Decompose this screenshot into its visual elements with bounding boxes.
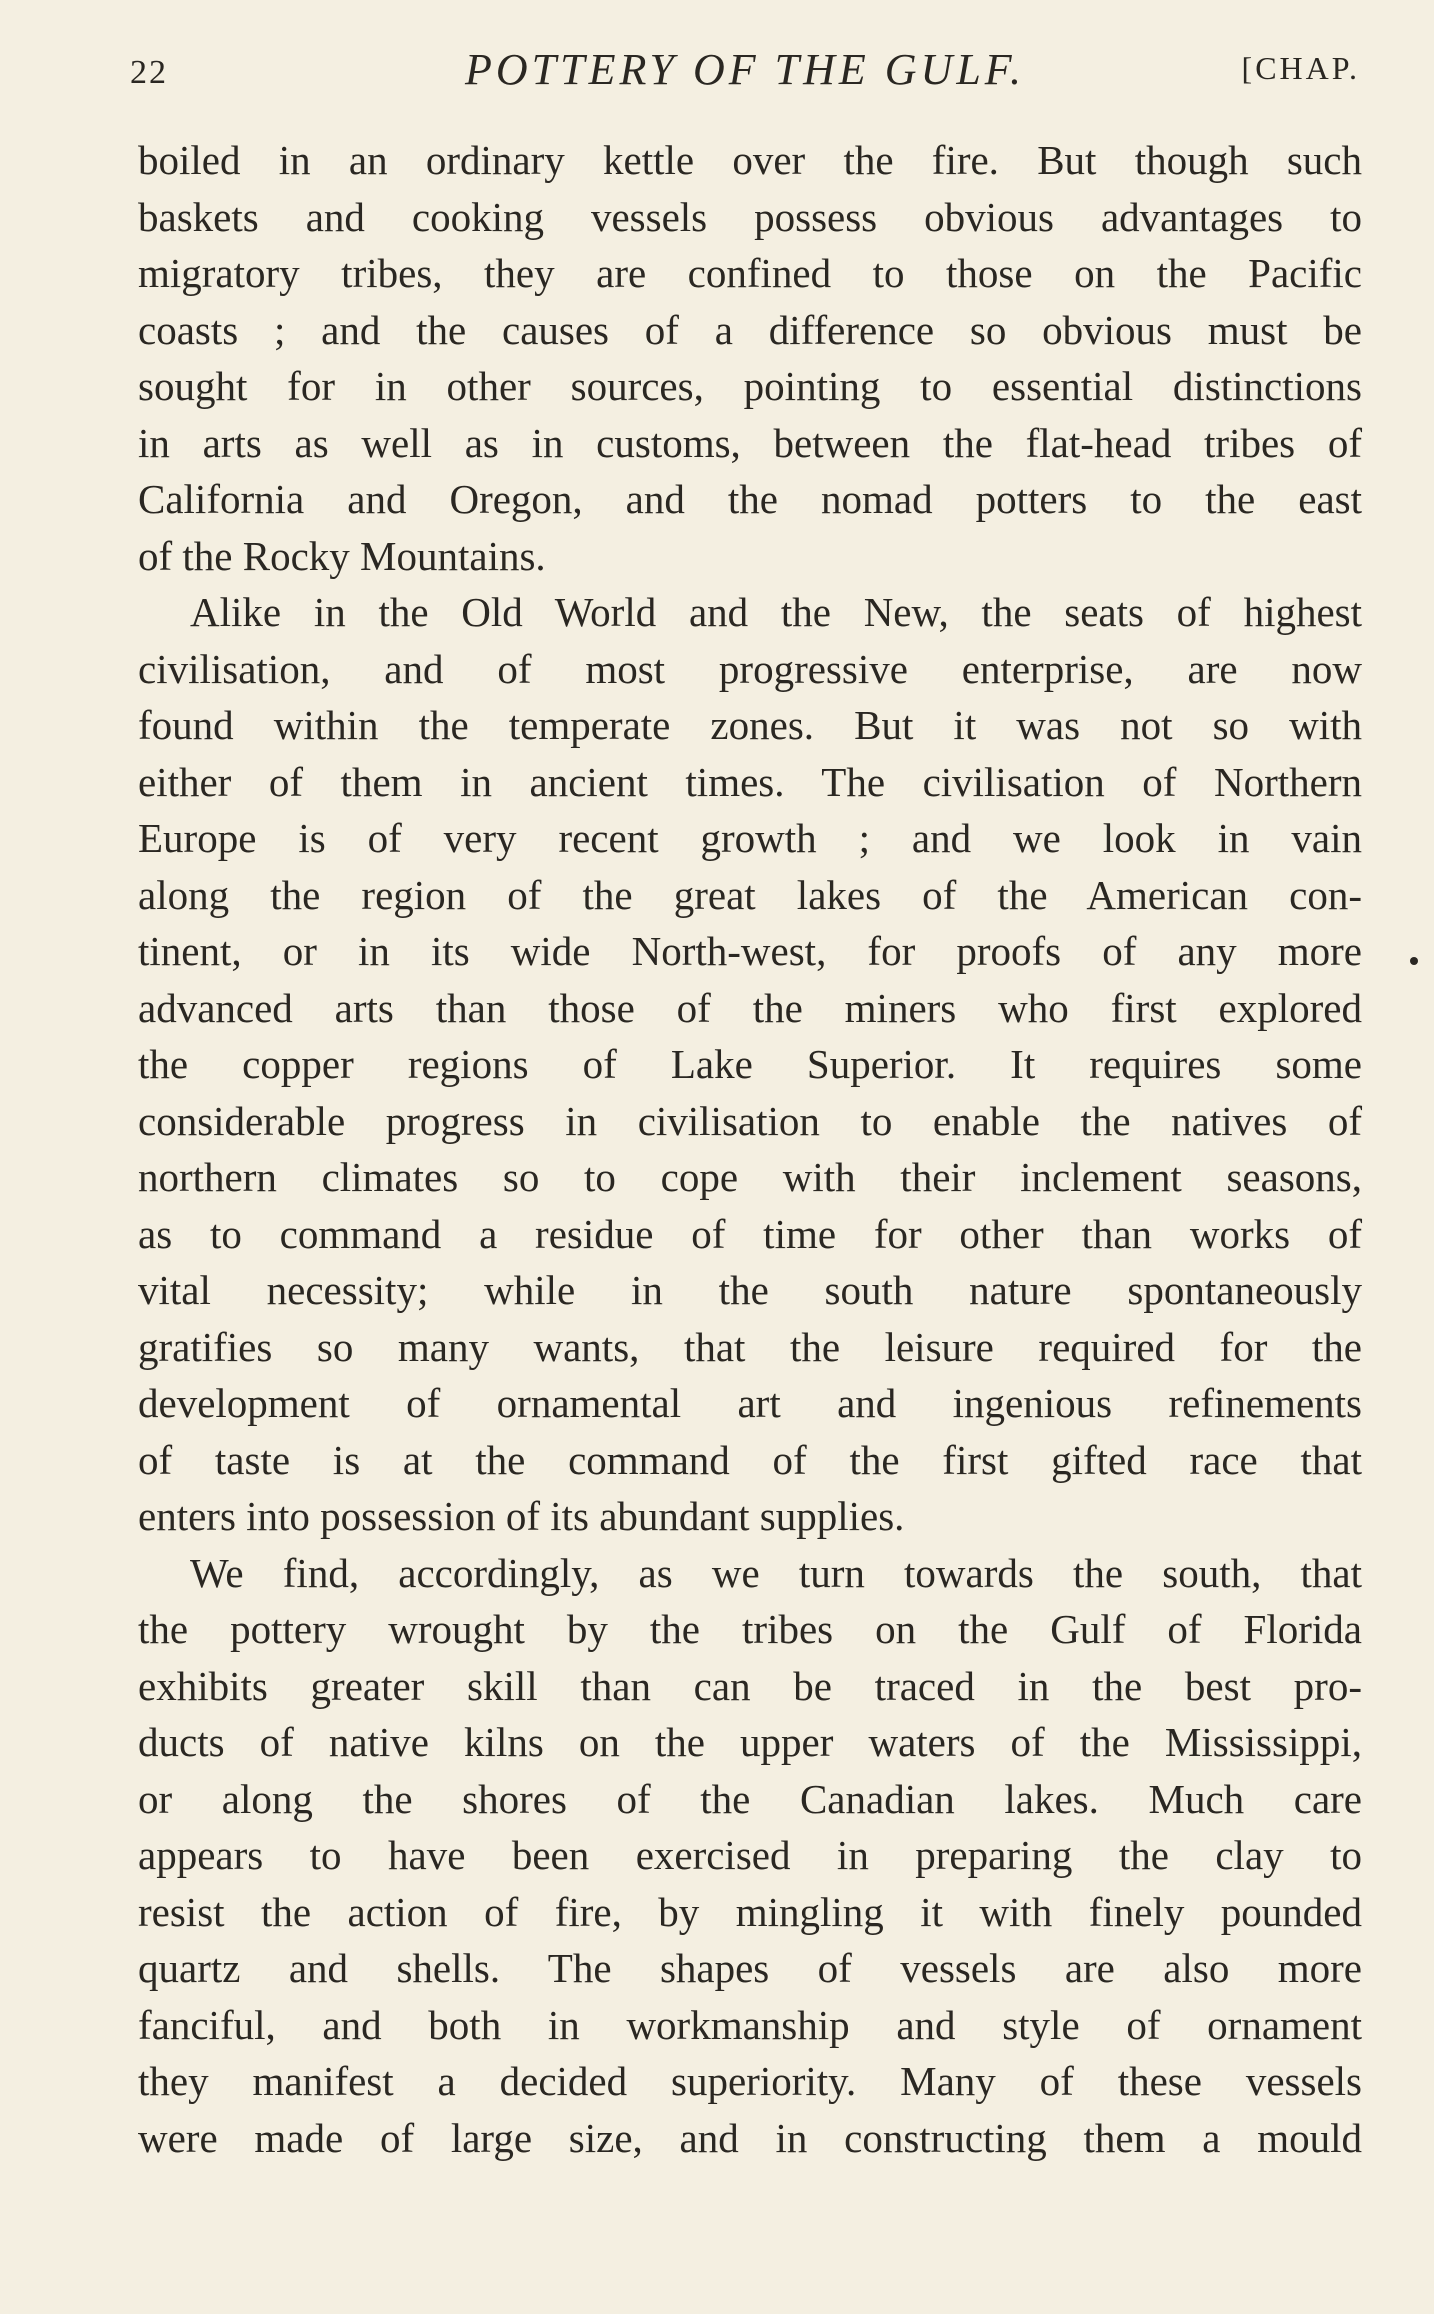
text-line: along the region of the great lakes of the American con- [138, 871, 1362, 918]
body-text [138, 132, 1362, 2166]
text-line: boiled in an ordinary kettle over the fire. But though such [138, 137, 1362, 183]
text-line: California and Oregon, and the nomad potters to the east [138, 476, 1362, 522]
text-line: resist the action of fire, by mingling it with finely pounded [138, 1888, 1362, 1935]
text-line: We find, accordingly, as we turn towards the south, that [190, 1549, 1362, 1596]
text-line: migratory tribes, they are confined to those on the Pacific [138, 250, 1362, 296]
text-line: of the Rocky Mountains. [138, 532, 546, 579]
text-line: Europe is of very recent growth ; and we look in vain [138, 815, 1362, 861]
page-number: 22 [130, 54, 168, 91]
text-line: civilisation, and of most progressive enterprise, are now [138, 645, 1362, 692]
text-line: ducts of native kilns on the upper waters of the Mississippi, [138, 1719, 1362, 1765]
text-line: as to command a residue of time for other than works of [138, 1210, 1362, 1257]
text-line: exhibits greater skill than can be traced in the best pro- [138, 1662, 1362, 1709]
text-line: advanced arts than those of the miners who first explored [138, 984, 1362, 1031]
running-head [130, 44, 1360, 104]
text-line: sought for in other sources, pointing to essential distinctions [138, 363, 1362, 409]
text-line: they manifest a decided superiority. Many of these vessels [138, 2058, 1362, 2104]
text-line: enters into possession of its abundant supplies. [138, 1493, 905, 1539]
margin-dot-mark [1410, 957, 1418, 965]
text-line: development of ornamental art and ingenious refinements [138, 1380, 1362, 1426]
text-line: baskets and cooking vessels possess obvious advantages to [138, 193, 1362, 240]
text-line: Alike in the Old World and the New, the seats of highest [190, 589, 1362, 635]
text-line: appears to have been exercised in preparing the clay to [138, 1832, 1362, 1878]
text-line: quartz and shells. The shapes of vessels are also more [138, 1945, 1362, 1991]
text-line: fanciful, and both in workmanship and style of ornament [138, 2001, 1362, 2048]
running-title: POTTERY OF THE GULF. [464, 45, 1026, 94]
text-line: in arts as well as in customs, between the flat-head tribes of [138, 419, 1362, 466]
text-line: found within the temperate zones. But it was not so with [138, 702, 1362, 748]
text-line: gratifies so many wants, that the leisure required for the [138, 1323, 1362, 1370]
text-line: either of them in ancient times. The civilisation of Northern [138, 758, 1362, 805]
text-line: were made of large size, and in constructing them a mould [138, 2114, 1362, 2161]
text-line: the copper regions of Lake Superior. It requires some [138, 1041, 1362, 1087]
text-line: or along the shores of the Canadian lakes. Much care [138, 1775, 1362, 1822]
text-line: tinent, or in its wide North-west, for proofs of any more [138, 928, 1362, 974]
chapter-mark: [CHAP. [1241, 50, 1360, 86]
text-line: northern climates so to cope with their inclement seasons, [138, 1154, 1362, 1200]
text-line: vital necessity; while in the south nature spontaneously [138, 1267, 1362, 1313]
text-line: the pottery wrought by the tribes on the Gulf of Florida [138, 1606, 1362, 1652]
text-line: of taste is at the command of the first gifted race that [138, 1436, 1362, 1483]
text-line: coasts ; and the causes of a difference so obvious must be [138, 306, 1362, 353]
text-line: considerable progress in civilisation to enable the natives of [138, 1097, 1362, 1144]
